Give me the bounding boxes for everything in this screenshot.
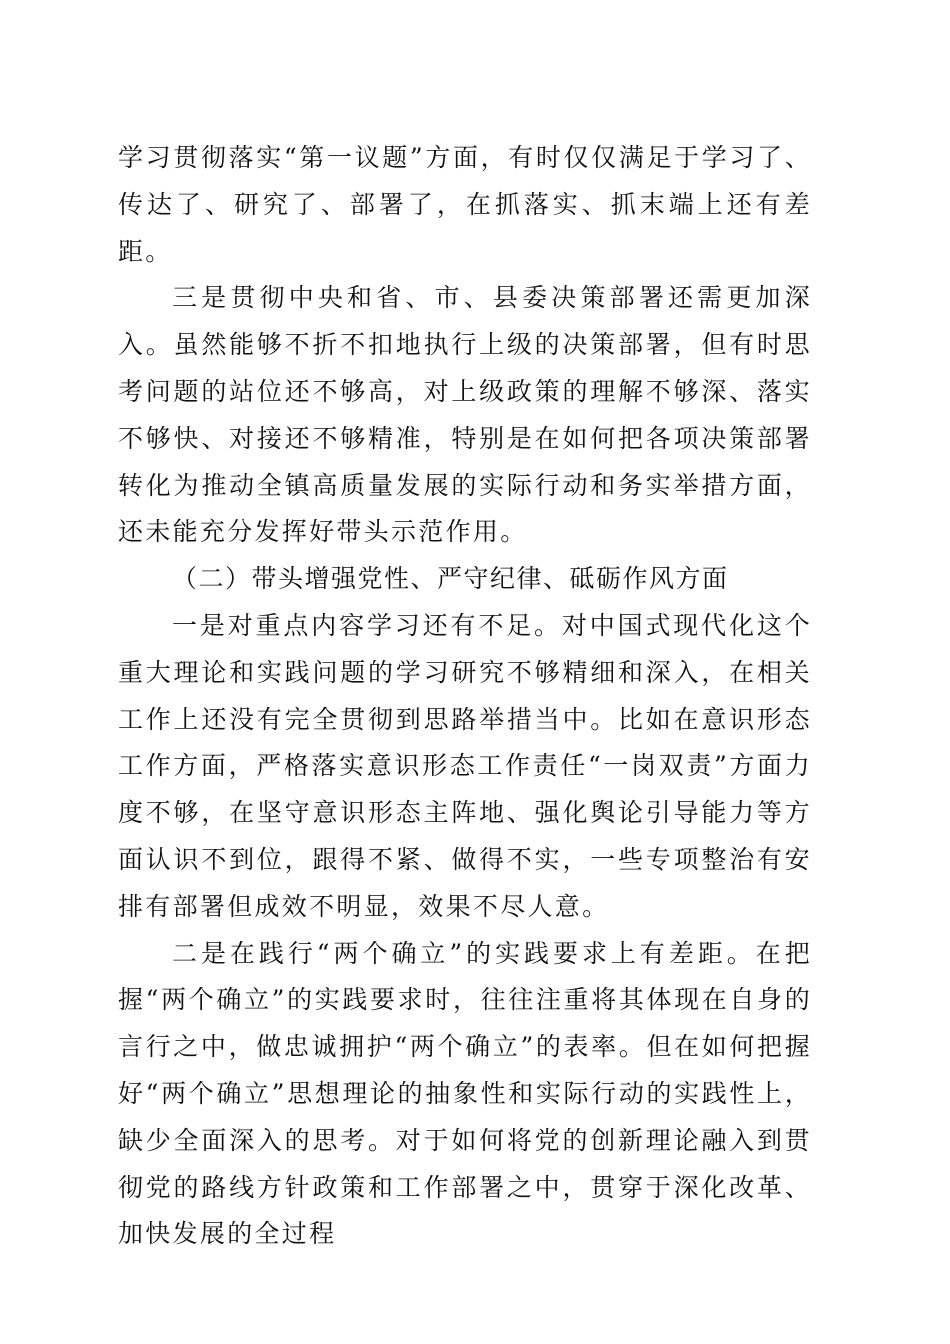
- document-body: [118, 135, 812, 1258]
- paragraph-point-one: 一是对重点内容学习还有不足。对中国式现代化这个重大理论和实践问题的学习研究不够精细和深入，在相关工作上还没有完全贯彻到思路举措当中。比如在意识形态工作方面，严格落实意识形态工作责任“一岗双责”方面力度不够，在坚守意识形态主阵地、强化舆论引导能力等方面认识不到位，跟得不紧、做得不实，一些专项整治有安排有部署但成效不明显，效果不尽人意。: [118, 610, 812, 921]
- paragraph-point-three: 三是贯彻中央和省、市、县委决策部署还需更加深入。虽然能够不折不扣地执行上级的决策部署，但有时思考问题的站位还不够高，对上级政策的理解不够深、落实不够快、对接还不够精准，特别是在如何把各项决策部署转化为推动全镇高质量发展的实际行动和务实举措方面，还未能充分发挥好带头示范作用。: [118, 283, 812, 547]
- paragraph-point-two: 二是在践行“两个确立”的实践要求上有差距。在把握“两个确立”的实践要求时，往往注重将其体现在自身的言行之中，做忠诚拥护“两个确立”的表率。但在如何把握好“两个确立”思想理论的抽象性和实际行动的实践性上，缺少全面深入的思考。对于如何将党的创新理论融入到贯彻党的路线方针政策和工作部署之中，贯穿于深化改革、加快发展的全过程: [118, 938, 812, 1249]
- section-heading: （二）带头增强党性、严守纪律、砥砺作风方面: [172, 564, 729, 594]
- paragraph-continuation: 学习贯彻落实“第一议题”方面，有时仅仅满足于学习了、传达了、研究了、部署了，在抓落实、抓末端上还有差距。: [118, 143, 812, 266]
